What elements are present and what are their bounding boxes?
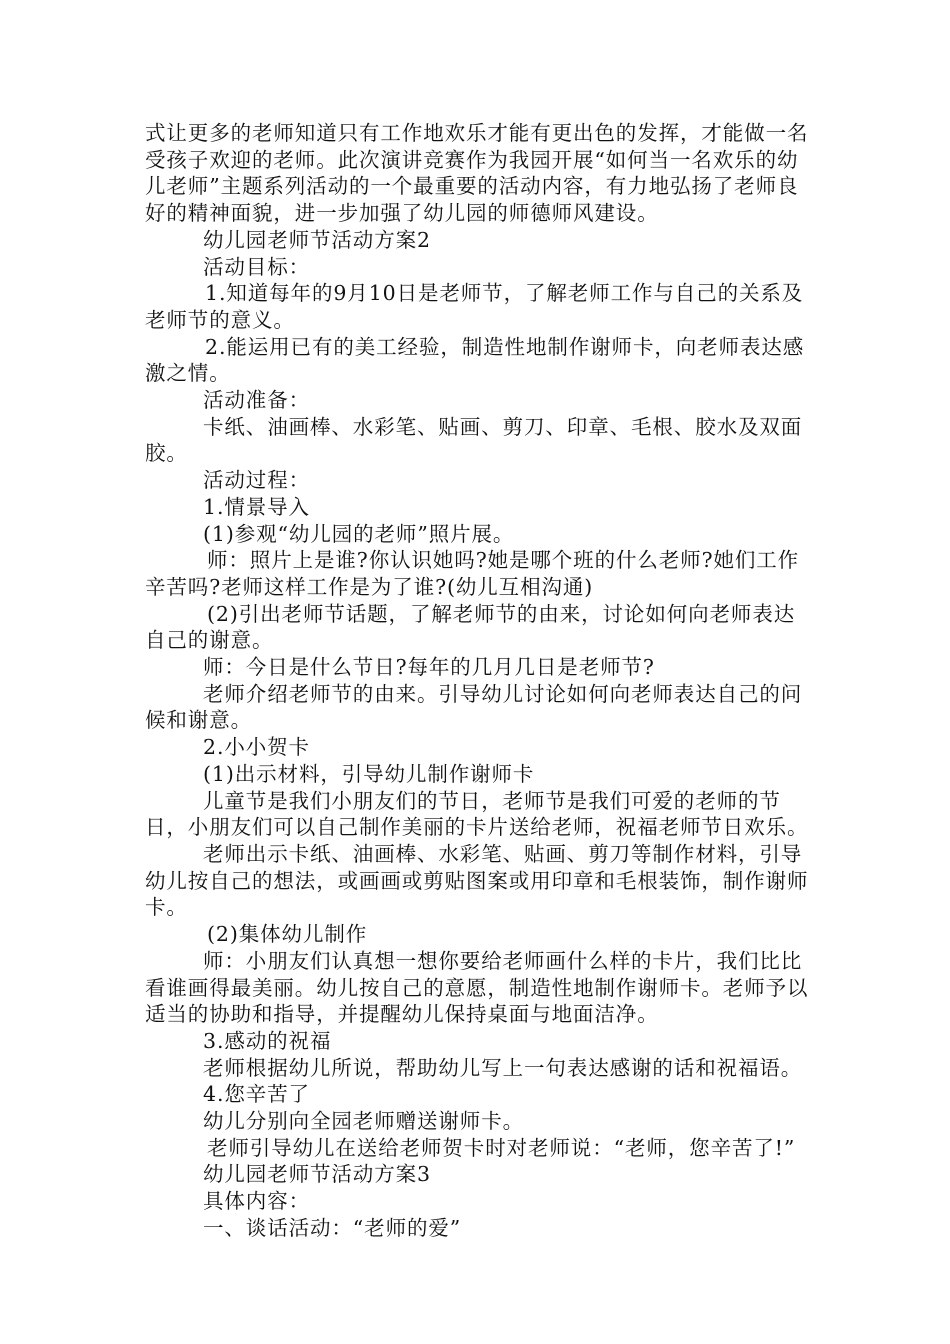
content-item-1: 一、谈话活动：“老师的爱” — [203, 1215, 462, 1240]
subheading-goals: 活动目标： — [203, 254, 310, 279]
subheading-preparation: 活动准备： — [203, 388, 310, 413]
teacher-introduction: 老师介绍老师节的由来。引导幼儿讨论如何向老师表达自己的问候和谢意。 — [145, 681, 803, 733]
section-heading-plan-2: 幼儿园老师节活动方案2 — [203, 227, 431, 252]
goal-item-1: 1.知道每年的9月10日是老师节，了解老师工作与自己的关系及老师节的意义。 — [145, 281, 804, 332]
section-heading-plan-3: 幼儿园老师节活动方案3 — [203, 1162, 431, 1187]
gift-cards-paragraph: 幼儿分别向全园老师赠送谢师卡。 — [203, 1109, 524, 1134]
goal-item-2: 2.能运用已有的美工经验，制造性地制作谢师卡，向老师表达感激之情。 — [145, 334, 805, 386]
step-2-part-2: (2)集体幼儿制作 — [207, 922, 368, 947]
step-4-heading: 4.您辛苦了 — [203, 1082, 310, 1107]
paragraph-intro-continued: 式让更多的老师知道只有工作地欢乐才能有更出色的发挥，才能做一名受孩子欢迎的老师。此次演讲竞赛作为我园开展“如何当一名欢乐的幼儿老师”主题系列活动的一个最重要的活动内容，有力地弘扬了老师良好的精神面貌，进一步加强了幼儿园的师德师风建设。 — [145, 121, 809, 226]
thank-you-paragraph: 老师引导幼儿在送给老师贺卡时对老师说：“老师，您辛苦了!” — [207, 1135, 796, 1160]
step-1-heading: 1.情景导入 — [203, 494, 310, 519]
blessing-paragraph: 老师根据幼儿所说，帮助幼儿写上一句表达感谢的话和祝福语。 — [203, 1055, 803, 1080]
step-3-heading: 3.感动的祝福 — [203, 1028, 332, 1053]
document-page — [145, 120, 815, 1242]
teacher-question-festival: 师：今日是什么节日?每年的几月几日是老师节? — [203, 655, 655, 680]
step-1-part-2: (2)引出老师节话题，了解老师节的由来，讨论如何向老师表达自己的谢意。 — [145, 601, 796, 653]
teacher-questions-photos: 师：照片上是谁?你认识她吗?她是哪个班的什么老师?她们工作辛苦吗?老师这样工作是为了谁?(幼儿互相沟通) — [145, 548, 800, 599]
step-1-part-1: (1)参观“幼儿园的老师”照片展。 — [203, 521, 515, 546]
making-cards-paragraph: 师：小朋友们认真想一想你要给老师画什么样的卡片，我们比比看谁画得最美丽。幼儿按自己的意愿，制造性地制作谢师卡。老师予以适当的协助和指导，并提醒幼儿保持桌面与地面洁净。 — [145, 948, 809, 1027]
childrens-day-paragraph: 儿童节是我们小朋友们的节日，老师节是我们可爱的老师的节日，小朋友们可以自己制作美丽的卡片送给老师，祝福老师节日欢乐。 — [145, 788, 809, 840]
subheading-content: 具体内容： — [203, 1189, 310, 1214]
materials-demo-paragraph: 老师出示卡纸、油画棒、水彩笔、贴画、剪刀等制作材料，引导幼儿按自己的想法，或画画或剪贴图案或用印章和毛根装饰，制作谢师卡。 — [145, 841, 809, 920]
preparation-materials: 卡纸、油画棒、水彩笔、贴画、剪刀、印章、毛根、胶水及双面胶。 — [145, 414, 803, 466]
step-2-heading: 2.小小贺卡 — [203, 735, 310, 760]
subheading-process: 活动过程： — [203, 468, 310, 493]
step-2-part-1: (1)出示材料，引导幼儿制作谢师卡 — [203, 761, 535, 786]
